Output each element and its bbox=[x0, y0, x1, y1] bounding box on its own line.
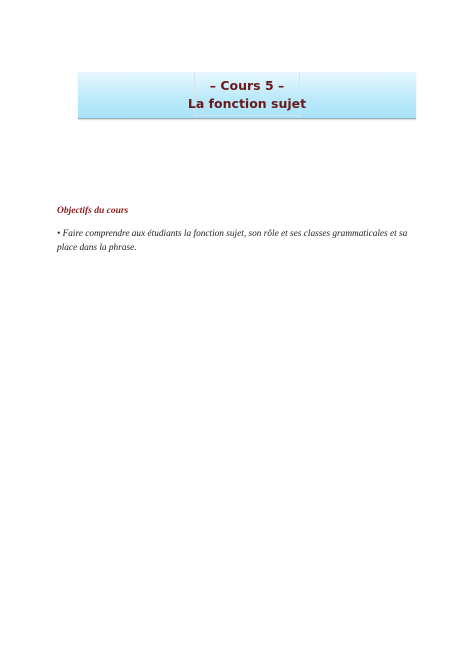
course-title: La fonction sujet bbox=[187, 96, 307, 111]
objective-item: • Faire comprendre aux étudiants la fonction sujet, son rôle et ses classes grammaticales et sa place dans la phrase. bbox=[57, 229, 408, 253]
objectives-heading: Objectifs du cours bbox=[57, 206, 129, 216]
title-banner bbox=[78, 72, 416, 119]
course-number: – Cours 5 – bbox=[209, 78, 285, 93]
